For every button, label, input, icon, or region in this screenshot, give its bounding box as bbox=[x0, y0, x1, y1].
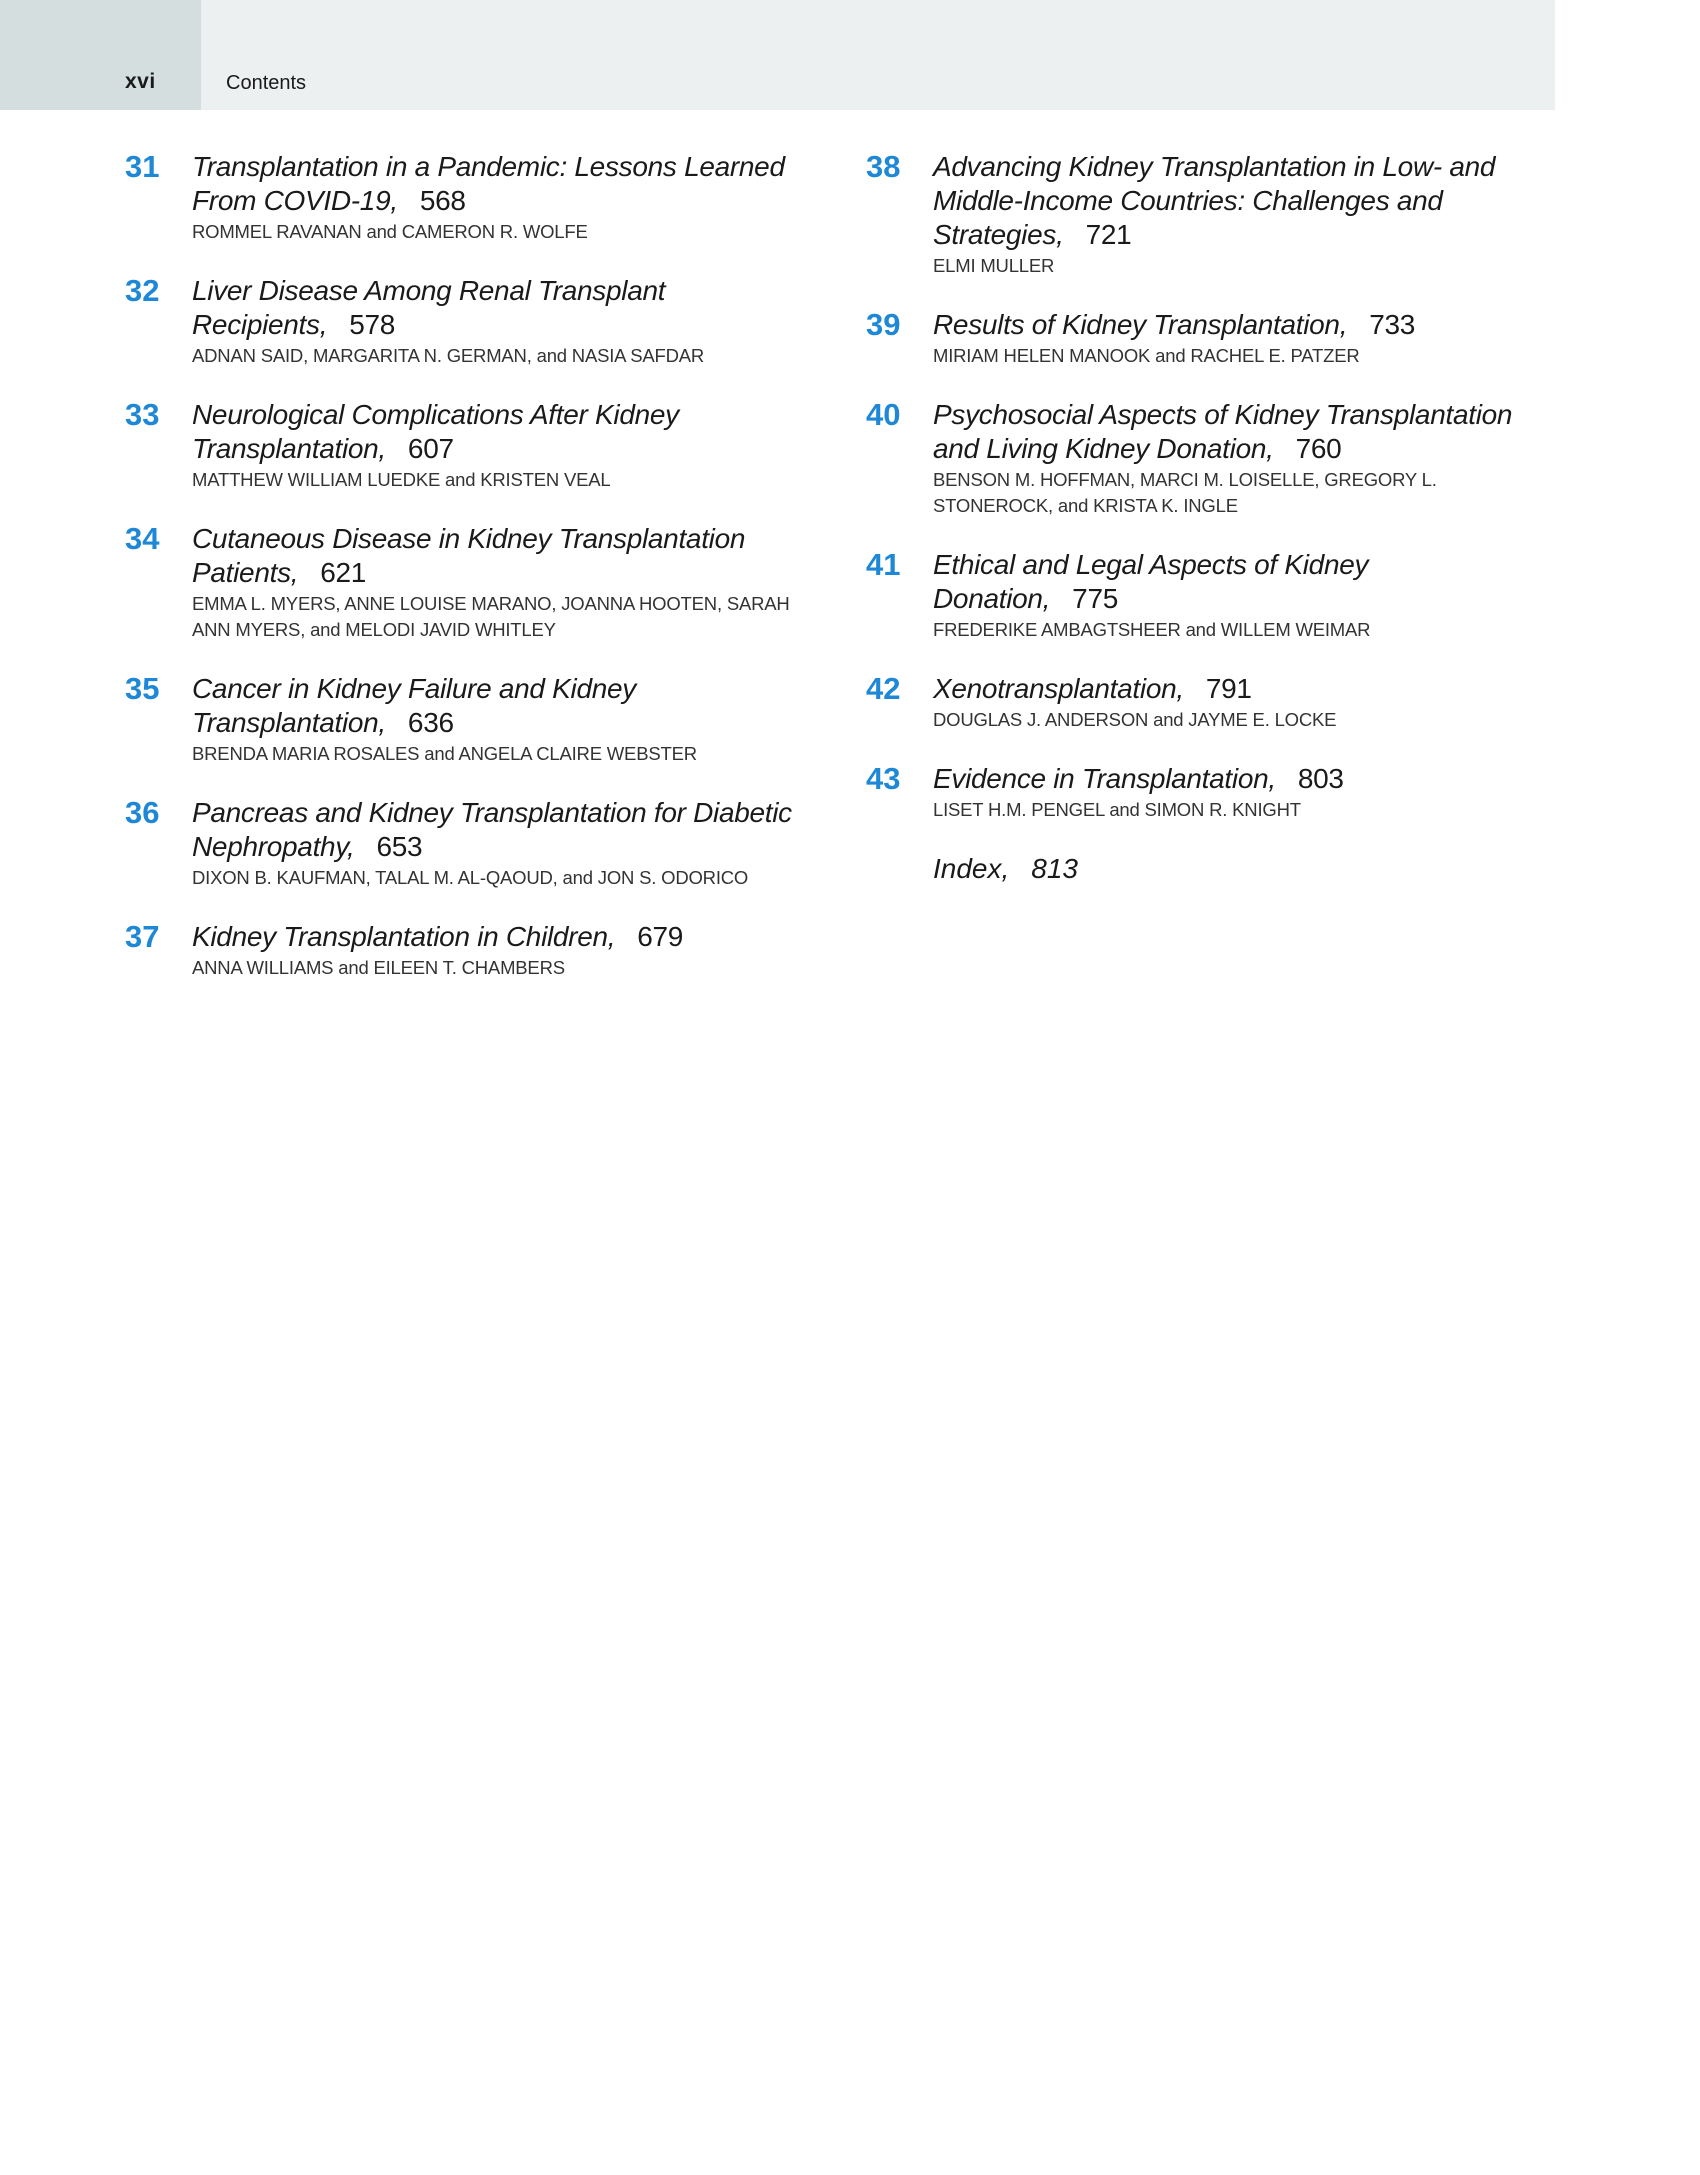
header-tab bbox=[0, 0, 201, 110]
chapter-page: 775 bbox=[1072, 583, 1118, 614]
toc-entry[interactable] bbox=[866, 672, 1556, 733]
toc-entry[interactable] bbox=[866, 308, 1556, 369]
chapter-title-line bbox=[933, 150, 1556, 252]
chapter-title-line bbox=[933, 548, 1556, 616]
chapter-title-line bbox=[933, 398, 1556, 466]
chapter-title-line bbox=[192, 150, 825, 218]
chapter-authors: DOUGLAS J. ANDERSON and JAYME E. LOCKE bbox=[933, 709, 1337, 730]
chapter-title-line bbox=[192, 274, 825, 342]
chapter-page: 733 bbox=[1369, 309, 1416, 340]
chapter-title: Kidney Transplantation in Children, bbox=[192, 921, 616, 952]
chapter-page: 568 bbox=[419, 185, 466, 216]
chapter-title: Liver Disease Among Renal Transplant Recipients, bbox=[192, 275, 666, 340]
chapter-number: 42 bbox=[866, 671, 901, 706]
chapter-number: 37 bbox=[125, 919, 160, 954]
chapter-authors: EMMA L. MYERS, ANNE LOUISE MARANO, JOANNA HOOTEN, SARAH ANN MYERS, and MELODI JAVID WHITLEY bbox=[192, 593, 790, 640]
toc-entry[interactable] bbox=[125, 398, 825, 493]
chapter-page: 791 bbox=[1205, 673, 1252, 704]
chapter-authors: MIRIAM HELEN MANOOK and RACHEL E. PATZER bbox=[933, 345, 1360, 366]
chapter-authors: ROMMEL RAVANAN and CAMERON R. WOLFE bbox=[192, 221, 588, 242]
index-page: 813 bbox=[1031, 853, 1078, 884]
toc-entry[interactable] bbox=[125, 150, 825, 245]
chapter-authors: ELMI MULLER bbox=[933, 255, 1055, 276]
chapter-number: 33 bbox=[125, 397, 160, 432]
chapter-authors: BENSON M. HOFFMAN, MARCI M. LOISELLE, GREGORY L. STONEROCK, and KRISTA K. INGLE bbox=[933, 469, 1437, 516]
chapter-title-line bbox=[933, 762, 1556, 796]
chapter-authors: DIXON B. KAUFMAN, TALAL M. AL-QAOUD, and JON S. ODORICO bbox=[192, 867, 749, 888]
toc-entry[interactable] bbox=[125, 274, 825, 369]
chapter-number: 34 bbox=[125, 521, 160, 556]
chapter-authors: LISET H.M. PENGEL and SIMON R. KNIGHT bbox=[933, 799, 1301, 820]
running-head: Contents bbox=[226, 72, 307, 94]
chapter-title: Neurological Complications After Kidney Transplantation, bbox=[192, 399, 679, 464]
chapter-number: 39 bbox=[866, 307, 901, 342]
chapter-title-line bbox=[192, 672, 825, 740]
chapter-title: Transplantation in a Pandemic: Lessons Learned From COVID-19, bbox=[192, 151, 785, 216]
chapter-number: 31 bbox=[125, 149, 160, 184]
toc-entry[interactable] bbox=[866, 762, 1556, 823]
chapter-authors: ADNAN SAID, MARGARITA N. GERMAN, and NASIA SAFDAR bbox=[192, 345, 705, 366]
chapter-authors: BRENDA MARIA ROSALES and ANGELA CLAIRE WEBSTER bbox=[192, 743, 697, 764]
toc-entry[interactable] bbox=[866, 548, 1556, 643]
chapter-title: Ethical and Legal Aspects of Kidney Donation, bbox=[933, 549, 1369, 614]
chapter-title-line bbox=[192, 522, 825, 590]
chapter-title: Pancreas and Kidney Transplantation for Diabetic Nephropathy, bbox=[192, 797, 792, 862]
chapter-page: 636 bbox=[407, 707, 454, 738]
toc-left-column bbox=[125, 150, 825, 1010]
chapter-page: 607 bbox=[407, 433, 454, 464]
toc-entry[interactable] bbox=[125, 920, 825, 981]
toc-entry[interactable] bbox=[866, 150, 1556, 279]
chapter-number: 41 bbox=[866, 547, 901, 582]
chapter-title-line bbox=[192, 398, 825, 466]
chapter-title-line bbox=[933, 308, 1556, 342]
chapter-title: Xenotransplantation, bbox=[933, 673, 1184, 704]
chapter-page: 760 bbox=[1295, 433, 1342, 464]
chapter-title: Results of Kidney Transplantation, bbox=[933, 309, 1348, 340]
chapter-page: 721 bbox=[1085, 219, 1132, 250]
toc-right-column bbox=[866, 150, 1556, 886]
chapter-title: Cancer in Kidney Failure and Kidney Transplantation, bbox=[192, 673, 636, 738]
chapter-title: Evidence in Transplantation, bbox=[933, 763, 1276, 794]
chapter-title-line bbox=[192, 796, 825, 864]
toc-entry[interactable] bbox=[125, 522, 825, 643]
chapter-authors: FREDERIKE AMBAGTSHEER and WILLEM WEIMAR bbox=[933, 619, 1371, 640]
toc-entry[interactable] bbox=[125, 672, 825, 767]
chapter-authors: ANNA WILLIAMS and EILEEN T. CHAMBERS bbox=[192, 957, 565, 978]
chapter-page: 679 bbox=[637, 921, 684, 952]
chapter-title: Advancing Kidney Transplantation in Low- and Middle-Income Countries: Challenges and Strategies, bbox=[933, 151, 1496, 250]
chapter-title-line bbox=[933, 672, 1556, 706]
chapter-number: 38 bbox=[866, 149, 901, 184]
index-entry[interactable] bbox=[866, 852, 1556, 886]
toc-entry[interactable] bbox=[866, 398, 1556, 519]
chapter-page: 621 bbox=[320, 557, 367, 588]
chapter-number: 32 bbox=[125, 273, 160, 308]
chapter-page: 653 bbox=[376, 831, 423, 862]
chapter-page: 578 bbox=[349, 309, 396, 340]
chapter-title: Psychosocial Aspects of Kidney Transplantation and Living Kidney Donation, bbox=[933, 399, 1513, 464]
chapter-number: 35 bbox=[125, 671, 160, 706]
chapter-page: 803 bbox=[1297, 763, 1344, 794]
page-number: xvi bbox=[125, 70, 156, 93]
chapter-number: 36 bbox=[125, 795, 160, 830]
chapter-number: 40 bbox=[866, 397, 901, 432]
toc-entry[interactable] bbox=[125, 796, 825, 891]
chapter-title: Cutaneous Disease in Kidney Transplantation Patients, bbox=[192, 523, 746, 588]
chapter-authors: MATTHEW WILLIAM LUEDKE and KRISTEN VEAL bbox=[192, 469, 611, 490]
index-label: Index, bbox=[933, 853, 1010, 884]
chapter-number: 43 bbox=[866, 761, 901, 796]
chapter-title-line bbox=[192, 920, 825, 954]
